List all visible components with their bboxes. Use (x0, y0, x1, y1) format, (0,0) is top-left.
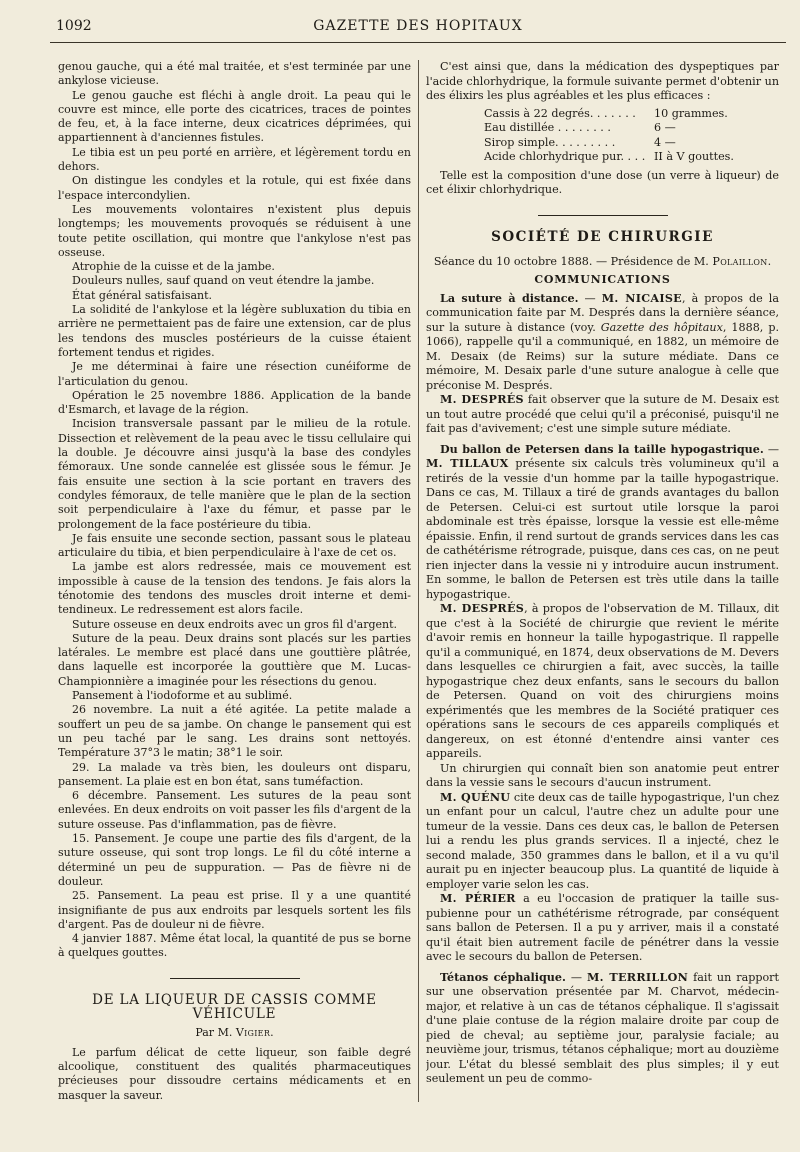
communication-paragraph (426, 892, 779, 965)
communication-paragraph: La suture à distance. — M. NICAISE, à propos de la communication faite par M. Després dans la dernière séance, sur la suture à distance (voy. Gazette des hôpitaux, 1888, p. 1066), rappelle qu'il a communiqué, en 1882, un mémoire de M. Desaix (de Reims) sur la suture médiate. Dans ce mémoire, M. Desaix parle d'une suture analogue à celle que préconise M. Després. (426, 291, 779, 392)
communication-text: , à propos de la communication faite par M. Després dans la dernière séance, sur la suture à distance (voy. (426, 291, 779, 334)
session-line: Séance du 10 octobre 1888. — Présidence de M. Polaillon. (433, 254, 772, 268)
communication-title: Tétanos céphalique. (440, 970, 566, 984)
communication-title: Du ballon de Petersen dans la taille hypogastrique. (440, 442, 764, 456)
paragraph: 26 novembre. La nuit a été agitée. La petite malade a souffert un peu de sa jambe. On change le pansement qui est un peu taché par le sang. Les drains sont nettoyés. Température 37°3 le matin; 38°1 le soir. (58, 703, 411, 760)
communication-text: présente six calculs très volumineux qu'il a retirés de la vessie d'un homme par la taille hypogastrique. Dans ce cas, M. Tillaux a tiré de grands avantages du ballon de Petersen. Celui-ci est surtout utile lorsque la paroi abdominale est très épaisse, lorsque la vessie est elle-même épaissie. Enfin, il rend surtout de grands services dans les cas de cathétérisme rétrograde, puisque, dans ces cas, on ne peut rien injecter dans la vessie ni y introduire aucun instrument. En somme, le ballon de Petersen est très utile dans la taille hypogastrique. (426, 457, 779, 601)
column-rule (418, 60, 419, 1102)
recipe-ingredient: Eau distillée . . . . . . . . (484, 121, 611, 134)
speaker-name: M. TERRILLON (586, 970, 689, 984)
recipe-ingredient: Sirop simple. . . . . . . . . (484, 135, 616, 149)
communication-text: , 1888, p. 1066), rappelle qu'il a communiqué, en 1882, un mémoire de M. Desaix (de Reims) sur la suture médiate. Dans ce mémoire, M. Desaix parle d'une suture analogue à celle que préconise M. Després. (426, 320, 779, 392)
session-text: Séance du 10 octobre 1888. — Présidence de M. (433, 254, 709, 268)
paragraph: La jambe est alors redressée, mais ce mouvement est impossible à cause de la tension des tendons. Je fais alors la ténotomie des tendons des muscles droit interne et demi-tendineux. Le redressement est alors facile. (58, 560, 411, 617)
speaker-name: M. NICAISE (601, 291, 682, 305)
paragraph: Un chirurgien qui connaît bien son anatomie peut entrer dans la vessie sans le secours d'aucun instrument. (426, 761, 779, 789)
paragraph: La solidité de l'ankylose et la légère subluxation du tibia en arrière ne permettaient pas de faire une extension, car de plus les tendons des muscles postérieurs de la cuisse étaient fortement tendus et rigides. (58, 303, 411, 359)
paragraph: C'est ainsi que, dans la médication des dyspeptiques par l'acide chlorhydrique, la formule suivante permet d'obtenir un des élixirs les plus agréables et les plus efficaces : (426, 60, 779, 102)
paragraph: genou gauche, qui a été mal traitée, et s'est terminée par une ankylose vicieuse. (58, 60, 411, 88)
speaker-name: M. DESPRÉS (440, 602, 525, 615)
right-column (426, 60, 779, 1102)
communication-paragraph (426, 791, 779, 893)
cited-journal: Gazette des hôpitaux (600, 320, 723, 334)
separator-ornament (58, 969, 411, 983)
paragraph: 6 décembre. Pansement. Les sutures de la peau sont enlevées. En deux endroits on voit passer les fils d'argent de la suture osseuse. Pas d'inflammation, pas de fièvre. (58, 789, 411, 831)
columns (58, 60, 784, 1102)
page-number: 1092 (56, 18, 92, 34)
recipe-quantity: 10 grammes. (654, 106, 728, 120)
paragraph: État général satisfaisant. (72, 288, 213, 302)
recipe-row (484, 136, 779, 151)
paragraph: 29. La malade va très bien, les douleurs ont disparu, pansement. La plaie est en bon état, sans tuméfaction. (58, 760, 411, 788)
article-byline: Par M. Vigier. (195, 1025, 274, 1039)
subsection-title: COMMUNICATIONS (534, 273, 671, 286)
communication-text: cite deux cas de taille hypogastrique, l'un chez un enfant pour un calcul, l'autre chez un adulte pour une tumeur de la vessie. Dans ces deux cas, le ballon de Petersen lui a rendu les plus grands services. Il a injecté, chez le second malade, 350 grammes dans le ballon, et il a vu qu'il aurait pu en injecter beaucoup plus. La quantité de liquide à employer varie selon les cas. (426, 790, 779, 891)
paragraph: Le tibia est un peu porté en arrière, et légèrement tordu en dehors. (58, 145, 411, 174)
speaker-name: M. DESPRÉS (440, 393, 524, 406)
recipe-quantity: II à V gouttes. (654, 150, 734, 163)
paragraph: Douleurs nulles, sauf quand on veut étendre la jambe. (72, 274, 375, 288)
paragraph: 25. Pansement. La peau est prise. Il y a une quantité insignifiante de pus aux endroits par lesquels sortent les fils d'argent. Pas de douleur ni de fièvre. (58, 889, 411, 931)
journal-title: GAZETTE DES HOPITAUX (313, 18, 523, 34)
section-title: SOCIÉTÉ DE CHIRURGIE (491, 229, 714, 245)
paragraph: 4 janvier 1887. Même état local, la quantité de pus se borne à quelques gouttes. (58, 932, 411, 960)
paragraph: Les mouvements volontaires n'existent plus depuis longtemps; les mouvements provoqués se réduisent à une toute petite oscillation, qui montre que l'ankylose n'est pas osseuse. (58, 202, 411, 259)
communication-paragraph (426, 393, 779, 437)
paragraph: Suture osseuse en deux endroits avec un gros fil d'argent. (72, 617, 398, 631)
article-title: DE LA LIQUEUR DE CASSIS COMME VÉHICULE (92, 992, 377, 1023)
paragraph: Opération le 25 novembre 1886. Application de la bande d'Esmarch, et lavage de la région. (58, 388, 411, 417)
communication-text: a eu l'occasion de pratiquer la taille sus-pubienne pour un cathétérisme rétrograde, par conséquent sans ballon de Petersen. Il a pu y arriver, mais il a constaté qu'il était bien autrement facile de pénétrer dans la vessie avec le secours du ballon de Petersen. (426, 892, 779, 963)
paragraph: Pansement à l'iodoforme et au sublimé. (72, 689, 293, 703)
paragraph: 15. Pansement. Je coupe une partie des fils d'argent, de la suture osseuse, qui sont trop longs. Le fil du côté interne a déterminé un peu de suppuration. — Pas de fièvre ni de douleur. (58, 832, 411, 888)
byline-prefix: Par M. (195, 1025, 233, 1039)
recipe-ingredient: Acide chlorhydrique pur. . . . (484, 150, 646, 163)
communication-paragraph: Du ballon de Petersen dans la taille hypogastrique. — M. TILLAUX présente six calculs très volumineux qu'il a retirés de la vessie d'un homme par la taille hypogastrique. Dans ce cas, M. Tillaux a tiré de grands avantages du ballon de Petersen. Celui-ci est surtout utile lorsque la paroi abdominale est très épaisse, lorsque la vessie est elle-même épaissie. Enfin, il rend surtout de grands services dans les cas de cathétérisme rétrograde, puisque, dans ces cas, on ne peut rien injecter dans la vessie ni y introduire aucun instrument. En somme, le ballon de Petersen est très utile dans la taille hypogastrique. (426, 442, 779, 601)
recipe-row (484, 121, 779, 136)
byline-author: Vigier (235, 1025, 271, 1039)
recipe-ingredient: Cassis à 22 degrés. . . . . . . (484, 106, 636, 120)
communication-paragraph: Tétanos céphalique. — M. TERRILLON fait un rapport sur une observation présentée par M. Charvot, médecin-major, et relative à un cas de tétanos céphalique. Il s'agissait d'une plaie contuse de la région malaire droite par coup de pied de cheval; au septième jour, paralysie faciale; au neuvième jour, trismus, tétanos céphalique; mort au douzième jour. L'état du blessé semblait des plus simples; il y eut seulement un peu de commo- (426, 970, 779, 1085)
speaker-name: M. PÉRIER (440, 892, 516, 905)
session-president: Polaillon (712, 254, 768, 268)
paragraph: Suture de la peau. Deux drains sont placés sur les parties latérales. Le membre est placé dans une gouttière plâtrée, dans laquelle est incorporée la gouttière que M. Lucas-Championnière a imaginée pour les résections du genou. (58, 631, 411, 688)
separator-ornament (426, 206, 779, 221)
recipe-row (484, 150, 779, 165)
paragraph: On distingue les condyles et la rotule, qui est fixée dans l'espace intercondylien. (58, 174, 411, 202)
communication-paragraph (426, 602, 779, 762)
communication-title: La suture à distance. (440, 291, 579, 305)
paragraph: Je me déterminai à faire une résection cunéiforme de l'articulation du genou. (58, 360, 411, 388)
communication-text: , à propos de l'observation de M. Tillaux, dit que c'est à la Société de chirurgie que revient le mérite d'avoir remis en honneur la taille hypogastrique. Il rappelle qu'il a communiqué, en 1874, deux observations de M. Devers dans lesquelles ce chirurgien a fait, avec succès, la taille hypogastrique chez deux enfants, sans le secours du ballon de Petersen. Quand on voit des chirurgiens moins expérimentés que les membres de la Société pratiquer ces opérations sans le secours de ces appareils compliqués et dangereux, on est étonné d'entendre ainsi vanter ces appareils. (426, 602, 779, 760)
page-header (50, 18, 786, 43)
speaker-name: M. QUÉNU (440, 790, 511, 804)
article-intro: Le parfum délicat de cette liqueur, son faible degré alcoolique, constituent des qualités pharmaceutiques précieuses pour dissoudre certains médicaments et en masquer la saveur. (58, 1045, 411, 1102)
communication-text: fait un rapport sur une observation présentée par M. Charvot, médecin-major, et relative à un cas de tétanos céphalique. Il s'agissait d'une plaie contuse de la région malaire droite par coup de pied de cheval; au septième jour, paralysie faciale; au neuvième jour, trismus, tétanos céphalique; mort au douzième jour. L'état du blessé semblait des plus simples; il y eut seulement un peu de commo- (426, 970, 779, 1085)
speaker-name: M. TILLAUX (426, 457, 509, 470)
paragraph: Telle est la composition d'une dose (un verre à liqueur) de cet élixir chlorhydrique. (426, 168, 779, 196)
recipe-list (484, 107, 779, 165)
left-column (58, 60, 411, 1102)
communication-text: fait observer que la suture de M. Desaix est un tout autre procédé que celui qu'il a préconisé, puisqu'il ne fait pas d'avivement; c'est une simple suture médiate. (426, 393, 779, 435)
paragraph: Incision transversale passant par le milieu de la rotule. Dissection et relèvement de la peau avec le tissu cellulaire qui la double. Je découvre ainsi jusqu'à la base des condyles fémoraux. Une sonde cannelée est glissée sous le fémur. Je fais ensuite une section à la scie portant en travers des condyles fémoraux, de telle manière que le plan de la section soit perpendiculaire à l'axe du fémur, et passe par le prolongement de la face postérieure du tibia. (58, 417, 411, 531)
paragraph: Atrophie de la cuisse et de la jambe. (72, 260, 275, 274)
paragraph: Le genou gauche est fléchi à angle droit. La peau qui le couvre est mince, elle porte des cicatrices, traces de pointes de feu, et, à la face interne, deux cicatrices déprimées, qui appartiennent à d'anciennes fistules. (58, 88, 411, 145)
case-report (58, 60, 411, 961)
recipe-quantity: 4 — (654, 135, 676, 149)
recipe-quantity: 6 — (654, 121, 676, 134)
recipe-row (484, 107, 779, 122)
paragraph: Je fais ensuite une seconde section, passant sous le plateau articulaire du tibia, et bien perpendiculaire à l'axe de cet os. (58, 531, 411, 560)
